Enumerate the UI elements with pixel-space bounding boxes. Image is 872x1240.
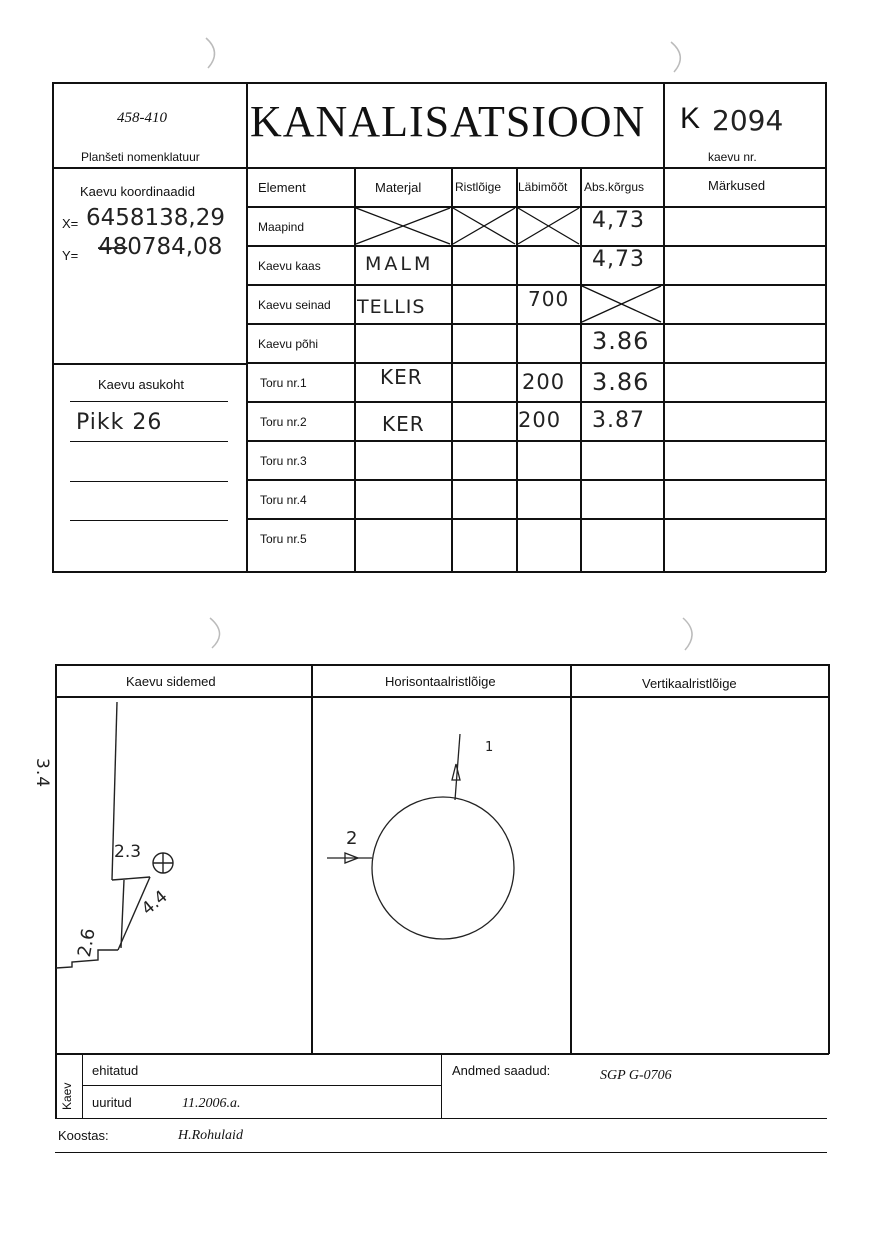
nomenclature-label: Planšeti nomenklatuur	[81, 150, 200, 164]
cell-toru1-materjal: KER	[380, 365, 423, 389]
cell-seinad-labimoot: 700	[528, 287, 570, 311]
footer-surveyed-label: uuritud	[92, 1095, 132, 1110]
y-prefix: Y=	[62, 248, 79, 263]
cell-pohi-abs: 3.86	[592, 327, 650, 355]
location-value: Pikk 26	[76, 410, 163, 435]
section-header-horisontaal: Horisontaalristlõige	[385, 674, 496, 689]
sketch-dist-diag: 4.4	[138, 886, 172, 920]
cell-kaas-abs: 4,73	[592, 247, 645, 272]
well-number-label: kaevu nr.	[708, 150, 757, 164]
coordinates-label: Kaevu koordinaadid	[80, 184, 195, 199]
footer-surveyed-value: 11.2006.a.	[182, 1096, 241, 1111]
cell-maapind-abs: 4,73	[592, 208, 645, 233]
footer-compiled-label: Koostas:	[58, 1128, 109, 1143]
col-header-abs-korgus: Abs.kõrgus	[584, 180, 645, 194]
row-label-toru-1: Toru nr.1	[260, 376, 307, 390]
col-header-markused: Märkused	[708, 178, 766, 193]
sketch-dist-bottom: 2.6	[74, 926, 100, 959]
cell-toru2-abs: 3.87	[592, 408, 645, 433]
footer-compiled-value: H.Rohulaid	[178, 1128, 243, 1143]
cell-toru2-materjal: KER	[382, 412, 425, 436]
form-title: KANALISATSIOON	[250, 97, 646, 146]
footer-side-label: Kaev	[60, 1082, 74, 1110]
y-coordinate-value: 4̶8̶0784,08	[98, 234, 223, 260]
row-label-kaevu-pohi: Kaevu põhi	[258, 337, 319, 351]
row-label-toru-4: Toru nr.4	[260, 493, 307, 507]
row-label-kaevu-kaas: Kaevu kaas	[258, 259, 321, 273]
col-header-materjal: Materjal	[375, 180, 422, 195]
row-label-toru-3: Toru nr.3	[260, 454, 307, 468]
pipe1-label: 1	[485, 740, 495, 755]
crossed-cells	[0, 0, 872, 600]
cell-toru2-labimoot: 200	[518, 408, 562, 432]
pipe2-label: 2	[346, 828, 359, 849]
sketch-dist-well: 2.3	[114, 842, 142, 862]
location-label: Kaevu asukoht	[98, 377, 185, 392]
footer-data-value: SGP G-0706	[600, 1068, 672, 1083]
section-header-vertikaal: Vertikaalristlõige	[642, 676, 737, 691]
row-label-maapind: Maapind	[258, 220, 305, 234]
sketch-dist-top: 3.4	[32, 758, 52, 789]
cell-kaas-materjal: MALM	[365, 253, 434, 275]
cell-seinad-materjal: TELLIS	[357, 296, 426, 318]
nomenclature-value: 458-410	[117, 110, 167, 126]
col-header-labimoot: Läbimõõt	[518, 180, 568, 194]
footer-data-label: Andmed saadud:	[452, 1063, 551, 1078]
cell-toru1-abs: 3.86	[592, 368, 650, 396]
cell-toru1-labimoot: 200	[522, 370, 566, 394]
x-coordinate-value: 6458138,29	[86, 205, 226, 231]
well-prefix: K	[680, 102, 701, 135]
col-header-element: Element	[258, 180, 306, 195]
footer-built-label: ehitatud	[92, 1063, 139, 1078]
row-label-kaevu-seinad: Kaevu seinad	[258, 298, 331, 312]
x-prefix: X=	[62, 216, 79, 231]
section-header-sidemed: Kaevu sidemed	[126, 674, 216, 689]
row-label-toru-2: Toru nr.2	[260, 415, 307, 429]
row-label-toru-5: Toru nr.5	[260, 532, 307, 546]
col-header-ristloige: Ristlõige	[455, 180, 502, 194]
well-number: 2094	[712, 104, 784, 137]
